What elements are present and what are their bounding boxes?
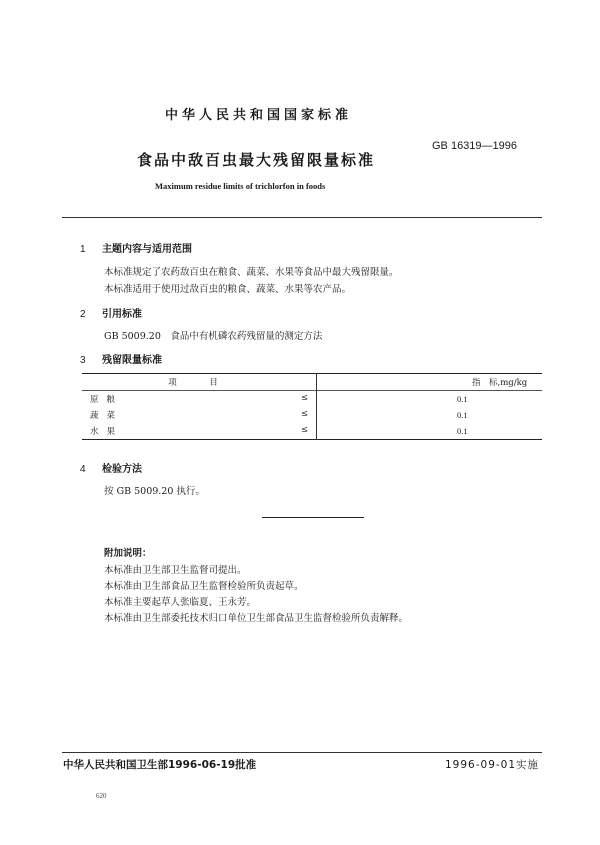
row-value: 0.1: [457, 426, 468, 436]
note-line: 本标准由卫生部卫生监督司提出。: [104, 565, 247, 576]
section-4-paragraph: 按 GB 5009.20 执行。: [104, 486, 205, 497]
section-1-heading: [80, 240, 192, 255]
standard-code: GB 16319—1996: [432, 140, 518, 152]
section-title: 主题内容与适用范围: [102, 244, 192, 255]
row-value: 0.1: [457, 410, 468, 420]
section-1-paragraph-1: 本标准规定了农药敌百虫在粮食、蔬菜、水果等食品中最大残留限量。: [104, 267, 399, 278]
section-number: 2: [80, 309, 86, 320]
section-2-heading: [80, 305, 142, 320]
row-item: 水果: [90, 427, 124, 437]
header-divider: [62, 217, 542, 218]
table-row: [82, 391, 542, 408]
section-title: 检验方法: [102, 464, 142, 475]
footer-divider: [62, 752, 542, 753]
section-title: 引用标准: [102, 309, 142, 320]
page-number: 620: [96, 792, 107, 800]
additional-notes-heading: 附加说明：: [104, 548, 152, 559]
section-number: 1: [80, 244, 86, 255]
row-item: 蔬菜: [90, 411, 124, 421]
section-number: 3: [80, 355, 86, 366]
column-header-item: 项 目: [82, 374, 317, 391]
less-equal-symbol: ≤: [300, 393, 308, 403]
document-title-english: Maximum residue limits of trichlorfon in foods: [155, 181, 326, 191]
note-line: 本标准由卫生部食品卫生监督检验所负责起草。: [104, 581, 304, 592]
section-2-reference: GB 5009.20 食品中有机磷农药残留量的测定方法: [104, 331, 323, 342]
section-4-heading: [80, 460, 142, 475]
row-item: 原粮: [90, 395, 124, 405]
section-number: 4: [80, 464, 86, 475]
note-line: 本标准由卫生部委托技术归口单位卫生部食品卫生监督检验所负责解释。: [104, 613, 409, 624]
row-value: 0.1: [457, 394, 468, 404]
column-header-limit: 指 标,mg/kg: [472, 378, 528, 388]
section-title: 残留限量标准: [102, 355, 162, 366]
section-1-paragraph-2: 本标准适用于使用过敌百虫的粮食、蔬菜、水果等农产品。: [104, 284, 352, 295]
end-of-text-rule: [262, 517, 364, 518]
table-row: [82, 407, 542, 423]
less-equal-symbol: ≤: [300, 425, 308, 435]
less-equal-symbol: ≤: [300, 409, 308, 419]
national-standard-heading: 中华人民共和国国家标准: [165, 108, 353, 123]
section-3-heading: [80, 351, 162, 366]
table-row: [82, 423, 542, 440]
approval-statement: 中华人民共和国卫生部1996-06-19批准: [63, 759, 257, 771]
table-header-row: [82, 374, 542, 391]
implementation-date: 1996-09-01实施: [445, 759, 540, 771]
residue-limits-table: [82, 373, 542, 440]
document-title: 食品中敌百虫最大残留限量标准: [137, 151, 376, 169]
note-line: 本标准主要起草人张临夏、王永芳。: [104, 597, 257, 608]
